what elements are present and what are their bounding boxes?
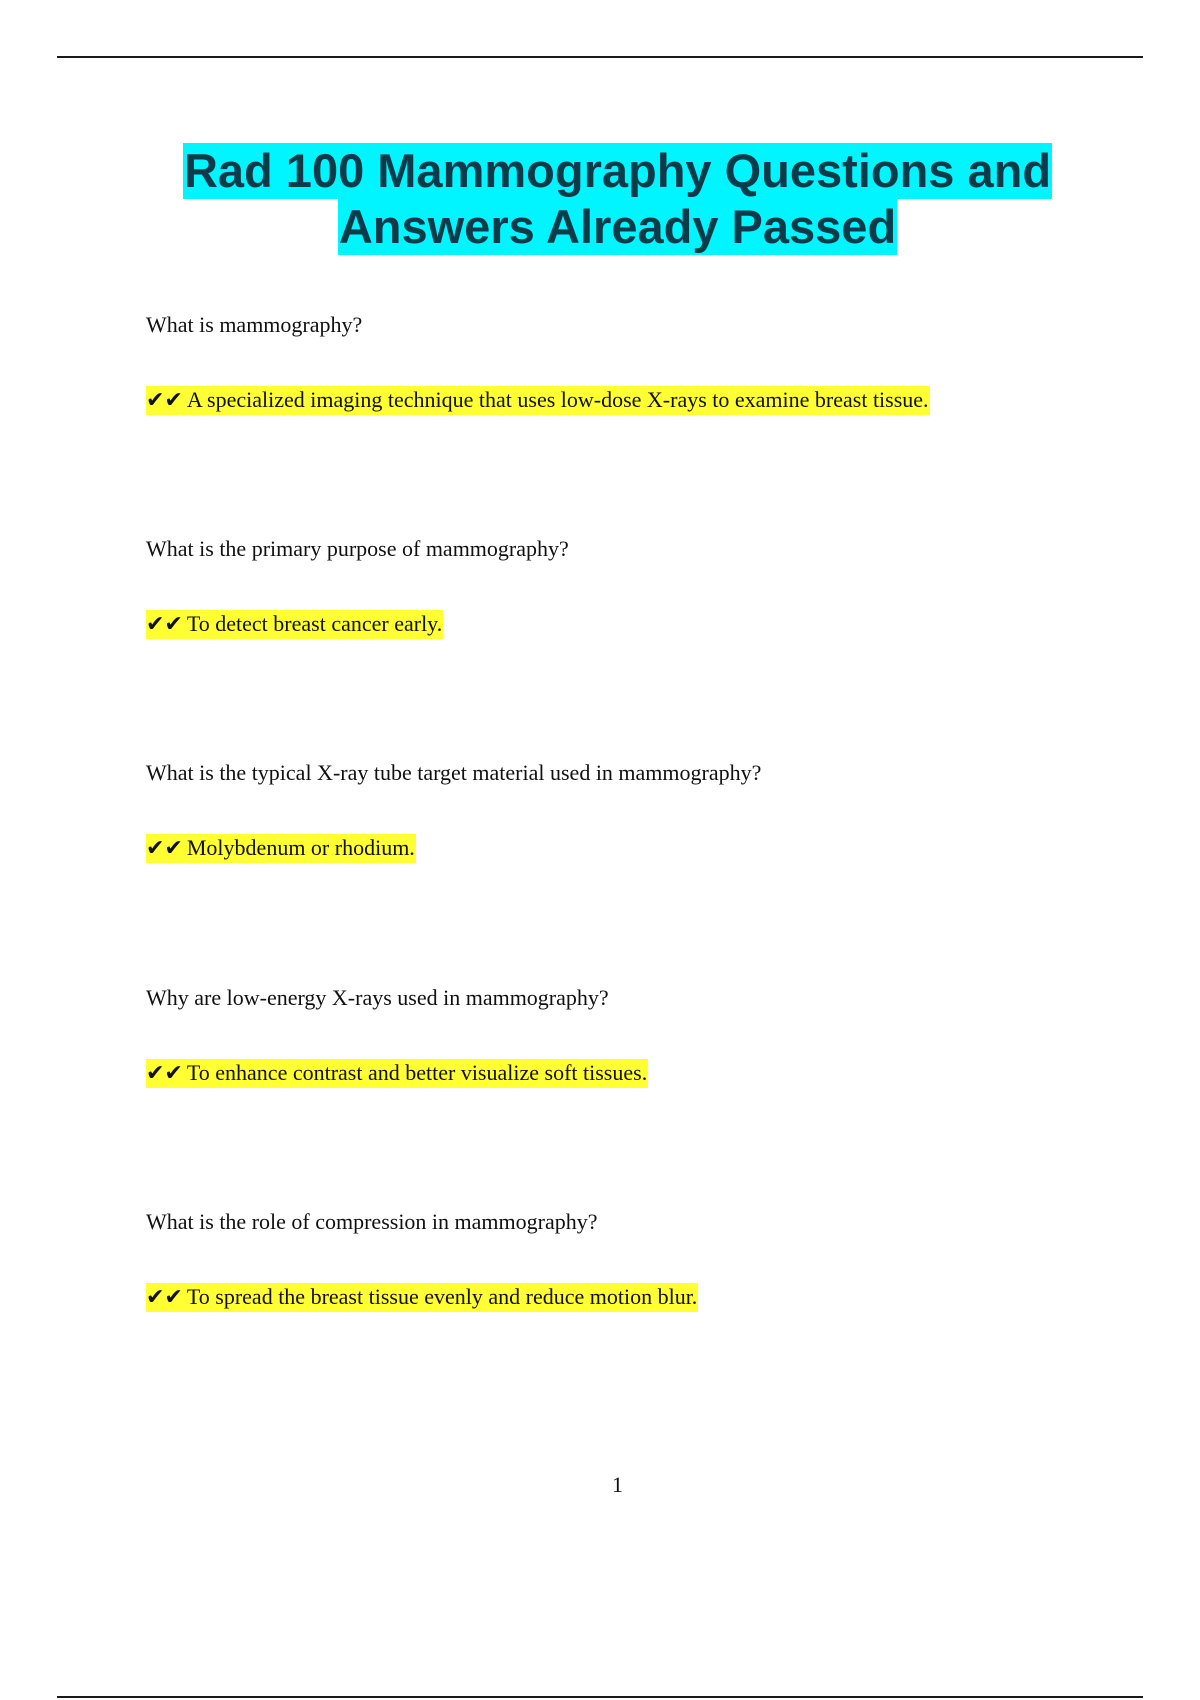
answer-line bbox=[146, 610, 1046, 638]
qa-item-5 bbox=[146, 1208, 1046, 1311]
double-check-icon: ✔✔ bbox=[146, 388, 183, 413]
title-line-1: Rad 100 Mammography Questions and bbox=[183, 144, 1052, 197]
answer-highlight bbox=[146, 610, 443, 639]
answer-text: A specialized imaging technique that uses low-dose X-rays to examine breast tissue. bbox=[186, 387, 929, 412]
answer-highlight bbox=[146, 386, 930, 415]
answer-line bbox=[146, 1283, 1046, 1311]
answer-text: To detect breast cancer early. bbox=[186, 611, 443, 636]
question-text: What is the typical X-ray tube target material used in mammography? bbox=[146, 760, 762, 785]
header-rule bbox=[57, 56, 1143, 58]
document-title bbox=[0, 143, 1200, 255]
question-text: What is the primary purpose of mammography? bbox=[146, 536, 569, 561]
double-check-icon: ✔✔ bbox=[146, 1061, 183, 1086]
answer-line bbox=[146, 386, 1046, 414]
answer-line bbox=[146, 834, 1046, 862]
question-text: What is the role of compression in mammography? bbox=[146, 1209, 598, 1234]
answer-highlight bbox=[146, 1283, 698, 1312]
page-number: 1 bbox=[612, 1472, 623, 1497]
footer-rule bbox=[57, 1696, 1143, 1698]
answer-highlight bbox=[146, 834, 416, 863]
title-line-2: Answers Already Passed bbox=[338, 200, 897, 253]
qa-item-4 bbox=[146, 984, 1046, 1087]
answer-line bbox=[146, 1059, 1046, 1087]
double-check-icon: ✔✔ bbox=[146, 836, 183, 861]
double-check-icon: ✔✔ bbox=[146, 612, 183, 637]
question-text: Why are low-energy X-rays used in mammography? bbox=[146, 985, 609, 1010]
double-check-icon: ✔✔ bbox=[146, 1285, 183, 1310]
answer-text: To spread the breast tissue evenly and reduce motion blur. bbox=[186, 1284, 698, 1309]
question-text: What is mammography? bbox=[146, 312, 363, 337]
answer-highlight bbox=[146, 1059, 648, 1088]
qa-item-3 bbox=[146, 759, 1046, 862]
qa-item-1 bbox=[146, 311, 1046, 414]
answer-text: Molybdenum or rhodium. bbox=[186, 835, 415, 860]
answer-text: To enhance contrast and better visualize soft tissues. bbox=[186, 1060, 648, 1085]
qa-item-2 bbox=[146, 535, 1046, 638]
